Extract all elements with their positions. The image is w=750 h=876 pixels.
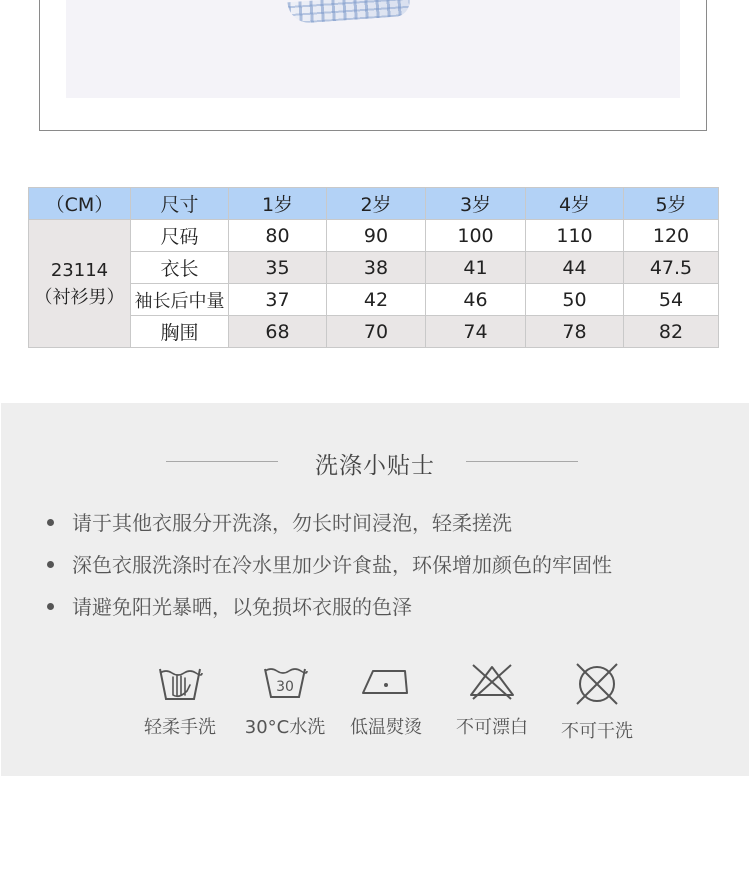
table-cell: 74 [426,316,526,348]
list-item [47,507,512,536]
table-cell: 68 [229,316,327,348]
table-row [29,284,719,316]
table-cell: 44 [526,252,624,284]
row-label: 胸围 [131,316,229,348]
care-symbol-wash-30 [235,661,335,739]
size-chart-table [28,187,719,348]
care-label: 低温熨烫 [350,717,422,738]
care-label: 不可漂白 [456,717,528,738]
care-tips-title: 洗涤小贴士 [315,453,435,479]
table-cell: 46 [426,284,526,316]
table-cell: 37 [229,284,327,316]
care-symbol-no-dry-clean [547,661,647,743]
row-label: 袖长后中量 [131,284,229,316]
tip-text: 请避免阳光暴晒，以免损坏衣服的色泽 [72,595,412,619]
table-row [29,316,719,348]
table-cell: 90 [327,220,426,252]
table-cell: 82 [624,316,719,348]
care-label: 轻柔手洗 [144,717,216,738]
hand-wash-icon [156,661,204,703]
table-cell: 54 [624,284,719,316]
care-label: 不可干洗 [561,721,633,742]
table-cell: 50 [526,284,624,316]
title-divider-right [466,461,578,462]
care-symbol-hand-wash [130,661,230,739]
unit-header: （CM） [29,188,131,220]
tip-text: 深色衣服洗涤时在冷水里加少许食盐，环保增加颜色的牢固性 [72,553,612,577]
table-cell: 41 [426,252,526,284]
care-tips-panel [1,403,749,776]
iron-low-icon [359,661,413,703]
age-5-header: 5岁 [624,188,719,220]
age-4-header: 4岁 [526,188,624,220]
plaid-shirt-fabric [287,0,410,24]
table-cell: 70 [327,316,426,348]
bullet-dot [47,561,54,568]
no-bleach-icon [467,661,517,703]
wash-temp-text: 30 [276,679,294,695]
tip-text: 请于其他衣服分开洗涤，勿长时间浸泡，轻柔搓洗 [72,511,512,535]
bullet-dot [47,519,54,526]
care-label: 30°C水洗 [244,717,326,738]
table-cell: 78 [526,316,624,348]
row-label: 衣长 [131,252,229,284]
size-header: 尺寸 [131,188,229,220]
wash-30-icon [261,661,309,703]
bullet-dot [47,603,54,610]
no-dry-clean-icon [573,661,621,707]
table-cell: 80 [229,220,327,252]
age-1-header: 1岁 [229,188,327,220]
product-photo [66,0,680,98]
row-label: 尺码 [131,220,229,252]
table-cell: 42 [327,284,426,316]
size-chart-header-row [29,188,719,220]
model-code: 23114 [50,259,109,281]
care-symbol-iron-low [336,661,436,739]
table-row [29,252,719,284]
model-cell [29,220,131,348]
table-cell: 120 [624,220,719,252]
age-3-header: 3岁 [426,188,526,220]
table-cell: 35 [229,252,327,284]
table-row [29,220,719,252]
model-name: （衬衫男） [34,286,125,308]
age-2-header: 2岁 [327,188,426,220]
table-cell: 110 [526,220,624,252]
table-cell: 47.5 [624,252,719,284]
list-item [47,591,412,620]
table-cell: 100 [426,220,526,252]
list-item [47,549,612,578]
care-symbol-no-bleach [442,661,542,739]
table-cell: 38 [327,252,426,284]
product-photo-frame [39,0,707,131]
